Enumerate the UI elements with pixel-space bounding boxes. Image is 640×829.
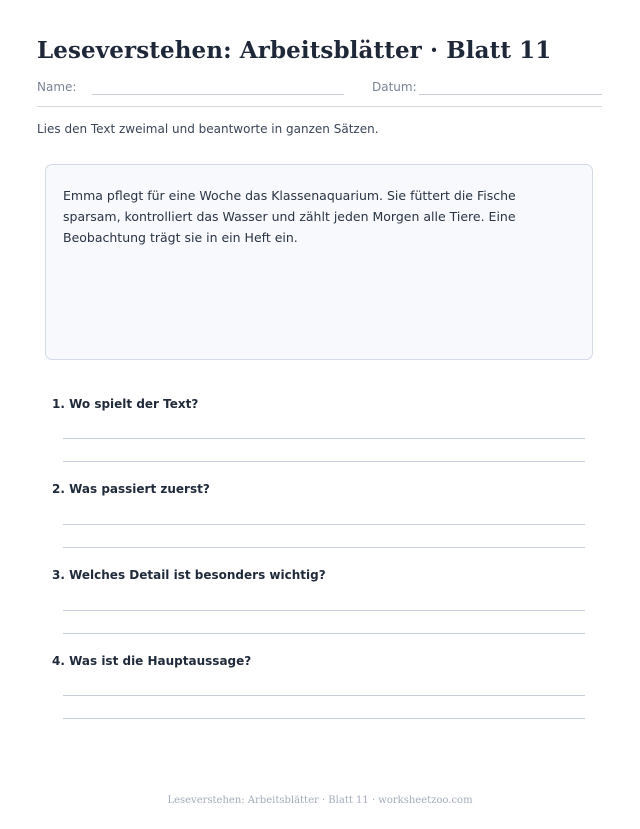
reading-passage: Emma pflegt für eine Woche das Klassenaquarium. Sie füttert die Fische sparsam, kontrolliert das Wasser und zählt jeden Morgen alle Tiere. Eine Beobachtung trägt sie in ein Heft ein. — [63, 188, 516, 245]
question-2: 2. Was passiert zuerst? — [52, 482, 210, 496]
answer-line-3a[interactable] — [63, 610, 585, 611]
name-label: Name: — [37, 80, 77, 94]
name-field[interactable] — [92, 94, 344, 95]
date-field[interactable] — [419, 94, 602, 95]
answer-line-4b[interactable] — [63, 718, 585, 719]
header-divider — [37, 106, 602, 107]
question-1: 1. Wo spielt der Text? — [52, 397, 199, 411]
answer-line-1b[interactable] — [63, 461, 585, 462]
page-footer: Leseverstehen: Arbeitsblätter · Blatt 11 · worksheetzoo.com — [167, 795, 473, 806]
answer-line-2b[interactable] — [63, 547, 585, 548]
answer-line-1a[interactable] — [63, 438, 585, 439]
question-3: 3. Welches Detail ist besonders wichtig? — [52, 568, 326, 582]
answer-line-3b[interactable] — [63, 633, 585, 634]
answer-line-2a[interactable] — [63, 524, 585, 525]
question-4: 4. Was ist die Hauptaussage? — [52, 654, 252, 668]
reading-passage-box — [45, 164, 593, 360]
page-title: Leseverstehen: Arbeitsblätter · Blatt 11 — [37, 37, 552, 64]
answer-line-4a[interactable] — [63, 695, 585, 696]
instruction-text: Lies den Text zweimal und beantworte in ganzen Sätzen. — [37, 122, 379, 136]
date-label: Datum: — [372, 80, 417, 94]
